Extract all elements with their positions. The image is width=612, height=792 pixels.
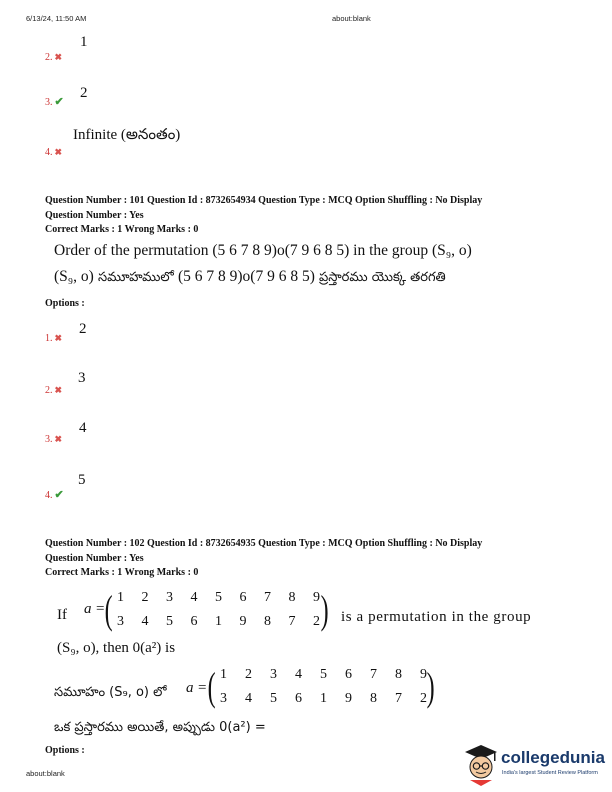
option-index: 2. (45, 52, 53, 63)
option-number (45, 52, 62, 63)
option-index: 3. (45, 434, 53, 445)
matrix-entry: 3 (117, 614, 124, 629)
group-notation: (S₉, o) (54, 268, 94, 285)
matrix-entry: 7 (395, 691, 402, 706)
matrix-entry: 4 (190, 590, 198, 605)
question-102-text-en-line2: (S₉, o), then 0(a²) is (57, 640, 176, 656)
matrix-entry: 6 (239, 590, 247, 605)
footer-url: about:blank (26, 769, 65, 778)
matrix-entry: 9 (345, 691, 352, 706)
matrix-entry: 7 (264, 590, 271, 605)
options-label: Options : (45, 745, 85, 756)
matrix-entry: 4 (245, 691, 252, 706)
wrong-mark-icon: ✖ (54, 333, 63, 343)
matrix-entry: 5 (166, 614, 173, 629)
option-text: 2 (79, 321, 87, 337)
matrix-entry: 6 (295, 691, 302, 706)
correct-mark-icon: ✔ (54, 489, 64, 501)
matrix-left-paren: ( (104, 587, 113, 632)
option-text: 1 (80, 34, 88, 50)
matrix-entry: 1 (220, 667, 227, 682)
option-index: 4. (45, 147, 53, 158)
option-text: 3 (78, 370, 86, 386)
question-102-meta (45, 537, 482, 581)
matrix-entry: 2 (245, 667, 252, 682)
matrix-entry: 2 (141, 590, 149, 605)
question-meta-line: Correct Marks : 1 Wrong Marks : 0 (45, 224, 199, 235)
wrong-mark-icon: ✖ (54, 385, 63, 395)
wrong-mark-icon: ✖ (54, 52, 63, 62)
matrix-entry: 6 (345, 667, 352, 682)
question-meta-line: Question Number : 101 Question Id : 8732654934 Question Type : MCQ Option Shuffling : No Display (45, 195, 483, 206)
matrix-entry: 9 (313, 590, 320, 605)
option-index: 3. (45, 97, 53, 108)
question-102-text-te-line2: ఒక ప్రస్తారము అయితే, అప్పుడు 0(a²) = (54, 720, 266, 735)
matrix-right-paren: ) (320, 587, 329, 632)
matrix-entry: 5 (270, 691, 277, 706)
brand-tagline: India's largest Student Review Platform (502, 770, 598, 776)
options-label: Options : (45, 298, 85, 309)
matrix-entry: 7 (370, 667, 377, 682)
question-meta-line: Question Number : Yes (45, 209, 144, 221)
matrix-entry: 6 (190, 614, 198, 629)
question-101-text-en: Order of the permutation (5 6 7 8 9)o(7 9 6 8 5) in the group (S₉, o) (54, 242, 472, 259)
matrix-right-paren: ) (426, 664, 435, 709)
option-index: 1. (45, 333, 53, 344)
matrix-entry: 2 (313, 614, 320, 629)
option-text: 5 (78, 472, 86, 488)
print-url: about:blank (332, 14, 371, 23)
option-number (45, 147, 62, 158)
matrix-entry: 8 (370, 691, 377, 706)
matrix-entry: 5 (215, 590, 222, 605)
question-101-text-te (54, 268, 446, 288)
question-102-text-en: is a permutation in the group (341, 609, 532, 625)
question-102-text-te: సమూహం (S₉, o) లో (54, 685, 167, 700)
matrix-entry: 7 (288, 614, 296, 629)
wrong-mark-icon: ✖ (54, 147, 63, 157)
question-meta-line: Question Number : Yes (45, 552, 144, 564)
option-text: 2 (80, 85, 88, 101)
option-number (45, 95, 64, 108)
matrix-entry: 1 (215, 614, 222, 629)
matrix-left-paren: ( (207, 664, 216, 709)
print-datetime: 6/13/24, 11:50 AM (26, 14, 87, 23)
matrix-entry: 4 (295, 667, 302, 682)
variable-a: a (186, 680, 194, 696)
equals-sign: = (96, 601, 105, 617)
matrix-entry: 3 (270, 667, 277, 682)
variable-a: a (84, 601, 92, 617)
telugu-text: సమూహములో (93, 270, 178, 285)
matrix-entry: 9 (420, 667, 427, 682)
matrix-entry: 8 (288, 590, 296, 605)
option-number (45, 385, 62, 396)
option-text: 4 (79, 420, 87, 436)
wrong-mark-icon: ✖ (54, 434, 63, 444)
equals-sign: = (198, 680, 207, 696)
matrix-entry: 3 (220, 691, 227, 706)
question-meta-line: Question Number : 102 Question Id : 8732654935 Question Type : MCQ Option Shuffling : No Display (45, 538, 483, 549)
matrix-entry: 1 (117, 590, 124, 605)
option-number (45, 434, 62, 445)
matrix-entry: 3 (166, 590, 173, 605)
brand-name: collegedunia (501, 748, 605, 767)
matrix-entry: 1 (320, 691, 327, 706)
matrix-entry: 8 (395, 667, 402, 682)
telugu-text: ప్రస్తారము యొక్క తరగతి (314, 270, 446, 285)
option-number (45, 488, 64, 501)
matrix-entry: 2 (420, 691, 427, 706)
if-word: If (57, 607, 67, 623)
matrix-entry: 8 (264, 614, 271, 629)
option-text: Infinite (అనంతం) (73, 127, 181, 143)
collegedunia-watermark (461, 742, 611, 788)
matrix-entry: 9 (239, 614, 247, 629)
correct-mark-icon: ✔ (54, 96, 64, 108)
permutation-notation: (5 6 7 8 9)o(7 9 6 8 5) (177, 268, 315, 285)
matrix-entry: 5 (320, 667, 327, 682)
option-number (45, 333, 62, 344)
mascot-icon (461, 742, 501, 786)
matrix-entry: 4 (141, 614, 149, 629)
option-index: 2. (45, 385, 53, 396)
question-101-meta (45, 194, 482, 238)
question-meta-line: Correct Marks : 1 Wrong Marks : 0 (45, 567, 199, 578)
option-index: 4. (45, 490, 53, 501)
